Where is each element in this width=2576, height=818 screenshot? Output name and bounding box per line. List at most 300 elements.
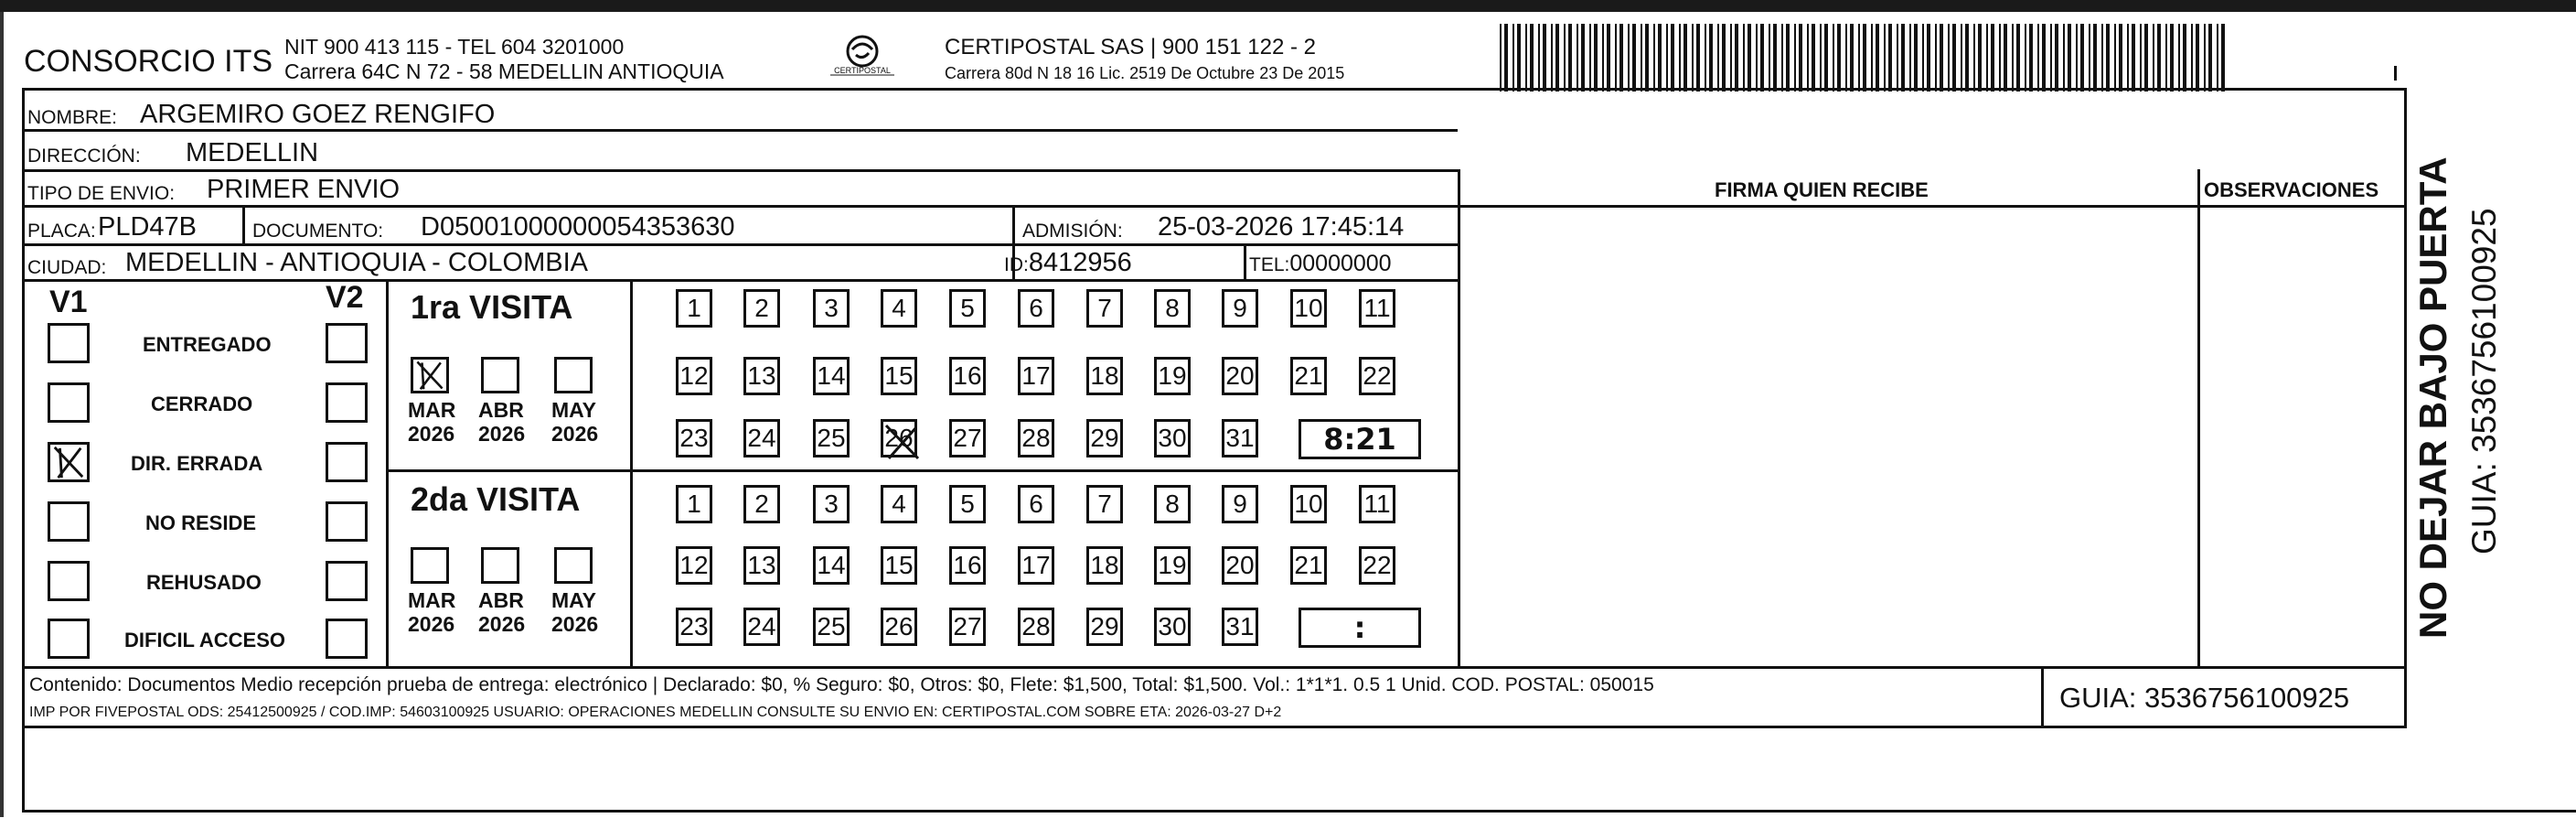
barcode-bar [2050, 24, 2052, 91]
barcode-bar [1709, 24, 1713, 91]
day-number: 21 [1294, 551, 1323, 579]
day-cell[interactable] [949, 419, 986, 457]
barcode-bar [2012, 24, 2014, 91]
v1-checkbox[interactable] [48, 382, 90, 423]
barcode-bar [1769, 24, 1770, 91]
status-label: REHUSADO [146, 571, 262, 594]
day-cell[interactable] [813, 419, 850, 457]
day-number: 25 [817, 424, 846, 452]
day-number: 26 [884, 612, 914, 640]
barcode-bar [1525, 24, 1527, 91]
visit-time-field[interactable]: 8:21 [1299, 419, 1421, 459]
day-cell[interactable] [676, 485, 712, 523]
month-label: MAY [551, 398, 596, 422]
barcode-bar [1935, 24, 1937, 91]
barcode-bar [2196, 24, 2199, 91]
day-cell[interactable] [813, 485, 850, 523]
day-cell[interactable] [1154, 289, 1191, 328]
logo-caption: CERTIPOSTAL [834, 66, 891, 75]
side-warning: NO DEJAR BAJO PUERTA [2411, 156, 2454, 639]
side-guia: GUIA: 3536756100925 [2465, 208, 2503, 554]
day-number: 20 [1225, 361, 1255, 390]
day-cell[interactable] [743, 608, 780, 646]
barcode-bar [2016, 24, 2020, 91]
barcode-bar [2063, 24, 2065, 91]
day-cell[interactable] [1086, 289, 1123, 328]
day-cell[interactable] [881, 546, 917, 585]
row-divider [22, 205, 2407, 208]
day-cell[interactable] [813, 608, 850, 646]
day-number: 26 [884, 424, 914, 452]
day-cell[interactable] [743, 289, 780, 328]
barcode-bar [1986, 24, 1988, 91]
status-label: DIR. ERRADA [131, 452, 263, 475]
day-number: 9 [1233, 294, 1247, 322]
day-number: 11 [1363, 294, 1391, 322]
barcode-bar [2119, 24, 2122, 91]
v2-checkbox[interactable] [326, 382, 368, 423]
barcode-bar [1555, 24, 1559, 91]
day-number: 2 [754, 294, 769, 322]
day-cell[interactable] [1018, 357, 1054, 395]
day-cell[interactable] [1154, 608, 1191, 646]
barcode-bar [1658, 24, 1662, 91]
v1-checkbox[interactable] [48, 561, 90, 601]
barcode [1498, 24, 2229, 91]
day-cell[interactable] [676, 419, 712, 457]
admision-label: ADMISIÓN: [1022, 221, 1123, 242]
first-visit-title: 1ra VISITA [411, 288, 573, 326]
scan-mark [2394, 66, 2397, 81]
barcode-bar [1679, 24, 1681, 91]
month-label: MAY [551, 588, 596, 612]
barcode-bar [1940, 24, 1943, 91]
barcode-bar [1696, 24, 1700, 91]
day-cell[interactable] [1222, 419, 1258, 457]
year-label: 2026 [551, 422, 599, 446]
barcode-bar [2144, 24, 2148, 91]
v1-checkbox[interactable] [48, 442, 90, 482]
day-cell[interactable] [1290, 485, 1327, 523]
day-number: 17 [1021, 361, 1051, 390]
barcode-bar [2127, 24, 2129, 91]
barcode-bar [1991, 24, 1994, 91]
day-number: 23 [679, 424, 709, 452]
v1-label: V1 [49, 285, 88, 319]
day-cell[interactable] [1086, 608, 1123, 646]
status-label: CERRADO [151, 393, 253, 415]
observaciones-label: OBSERVACIONES [2204, 178, 2379, 201]
day-cell[interactable] [743, 357, 780, 395]
barcode-bar [1812, 24, 1815, 91]
day-cell[interactable] [1290, 289, 1327, 328]
day-cell[interactable] [1018, 485, 1054, 523]
day-number: 24 [747, 612, 776, 640]
day-cell[interactable] [1222, 289, 1258, 328]
barcode-bar [2191, 24, 2193, 91]
month-label: MAR [408, 398, 456, 422]
barcode-bar [2221, 24, 2225, 91]
day-number: 22 [1363, 551, 1392, 579]
year-label: 2026 [408, 422, 455, 446]
nombre-value: ARGEMIRO GOEZ RENGIFO [140, 100, 496, 129]
day-number: 7 [1097, 490, 1112, 518]
courier-line: CERTIPOSTAL SAS | 900 151 122 - 2 [945, 35, 1316, 59]
year-label: 2026 [408, 612, 455, 636]
day-cell[interactable] [949, 608, 986, 646]
barcode-bar [1909, 24, 1911, 91]
day-number: 19 [1158, 551, 1187, 579]
day-number: 28 [1021, 424, 1051, 452]
v1-checkbox[interactable] [48, 619, 90, 659]
day-number: 16 [953, 551, 982, 579]
day-cell[interactable] [1086, 419, 1123, 457]
barcode-bar [1653, 24, 1655, 91]
direccion-value: MEDELLIN [186, 138, 319, 167]
barcode-bar [1837, 24, 1841, 91]
contenido-line: Contenido: Documentos Medio recepción prueba de entrega: electrónico | Declarado: $0, % Seguro: $0, Otros: $0, Flete: $1,500, Total: $1,500. Vol.: 1*1*1. 0.5 1 Unid. COD. POSTAL: 050015 [29, 674, 1654, 695]
barcode-bar [1820, 24, 1822, 91]
barcode-bar [2080, 24, 2084, 91]
visit-divider [386, 469, 1458, 472]
barcode-bar [2208, 24, 2212, 91]
barcode-bar [1807, 24, 1809, 91]
tipo-envio-label: TIPO DE ENVIO: [27, 183, 176, 204]
barcode-bar [1512, 24, 1514, 91]
day-cell[interactable] [813, 546, 850, 585]
barcode-bar [2132, 24, 2135, 91]
day-cell[interactable] [1018, 546, 1054, 585]
barcode-bar [2140, 24, 2142, 91]
barcode-bar [1927, 24, 1930, 91]
scan-left-border [0, 12, 4, 817]
day-cell[interactable] [949, 485, 986, 523]
month-checkbox-may[interactable] [554, 357, 593, 393]
barcode-bar [1743, 24, 1745, 91]
address-line: Carrera 64C N 72 - 58 MEDELLIN ANTIOQUIA [284, 59, 724, 83]
year-label: 2026 [478, 422, 526, 446]
barcode-bar [2114, 24, 2116, 91]
day-cell[interactable] [1222, 485, 1258, 523]
status-label: NO RESIDE [145, 511, 257, 534]
barcode-bar [2076, 24, 2078, 91]
barcode-bar [1888, 24, 1892, 91]
month-checkbox-mar[interactable] [411, 547, 449, 584]
day-cell[interactable] [881, 289, 917, 328]
day-number: 30 [1158, 424, 1187, 452]
day-number: 3 [824, 490, 839, 518]
day-number: 13 [747, 551, 776, 579]
v2-checkbox[interactable] [326, 561, 368, 601]
day-number: 31 [1225, 424, 1255, 452]
barcode-bar [1948, 24, 1950, 91]
day-number: 31 [1225, 612, 1255, 640]
day-number: 1 [687, 294, 701, 322]
day-cell[interactable] [949, 357, 986, 395]
day-cell[interactable] [949, 289, 986, 328]
barcode-bar [2042, 24, 2046, 91]
barcode-bar [1799, 24, 1802, 91]
row-divider [22, 169, 1458, 172]
barcode-bar [1756, 24, 1758, 91]
barcode-bar [1786, 24, 1790, 91]
barcode-bar [2037, 24, 2039, 91]
day-number: 8 [1165, 490, 1180, 518]
barcode-bar [1581, 24, 1585, 91]
day-cell[interactable] [1086, 485, 1123, 523]
barcode-bar [1922, 24, 1924, 91]
day-cell[interactable] [1154, 546, 1191, 585]
year-label: 2026 [551, 612, 599, 636]
month-label: ABR [478, 398, 524, 422]
day-cell[interactable] [881, 419, 917, 457]
barcode-bar [2093, 24, 2097, 91]
day-number: 28 [1021, 612, 1051, 640]
day-cell[interactable] [1222, 546, 1258, 585]
day-cell[interactable] [1222, 357, 1258, 395]
row-divider [22, 243, 1458, 246]
barcode-bar [1666, 24, 1668, 91]
barcode-bar [1781, 24, 1783, 91]
direccion-label: DIRECCIÓN: [27, 145, 141, 167]
firma-label: FIRMA QUIEN RECIBE [1715, 178, 1929, 201]
barcode-bar [1884, 24, 1886, 91]
day-number: 13 [747, 361, 776, 390]
day-number: 5 [960, 490, 975, 518]
barcode-bar [1594, 24, 1598, 91]
barcode-bar [1735, 24, 1738, 91]
barcode-bar [1538, 24, 1540, 91]
day-number: 29 [1090, 424, 1119, 452]
day-number: 27 [953, 424, 982, 452]
col-divider [242, 205, 245, 243]
day-number: 25 [817, 612, 846, 640]
barcode-bar [1705, 24, 1706, 91]
barcode-bar [2025, 24, 2026, 91]
barcode-bar [1602, 24, 1604, 91]
v2-checkbox[interactable] [326, 501, 368, 542]
barcode-bar [1850, 24, 1854, 91]
col-divider [2197, 169, 2200, 666]
barcode-bar [1952, 24, 1956, 91]
barcode-bar [1589, 24, 1591, 91]
barcode-bar [1824, 24, 1828, 91]
barcode-bar [1671, 24, 1674, 91]
month-checkbox-mar[interactable] [411, 357, 449, 393]
barcode-bar [2204, 24, 2206, 91]
col-divider [2041, 666, 2044, 728]
tel-field [1249, 253, 1392, 275]
month-label: ABR [478, 588, 524, 612]
barcode-bar [1607, 24, 1610, 91]
day-cross-mark [883, 422, 920, 460]
col-divider [1458, 169, 1460, 666]
documento-value: D05001000000054353630 [421, 212, 735, 242]
barcode-bar [2217, 24, 2218, 91]
barcode-bar [1901, 24, 1905, 91]
barcode-bar [2157, 24, 2161, 91]
barcode-bar [1577, 24, 1578, 91]
barcode-bar [1897, 24, 1898, 91]
day-number: 15 [884, 361, 914, 390]
lower-margin-frame [22, 728, 2576, 813]
day-cell[interactable] [949, 546, 986, 585]
day-cell[interactable] [1290, 357, 1327, 395]
barcode-bar [1978, 24, 1982, 91]
day-number: 4 [892, 294, 906, 322]
barcode-bar [1628, 24, 1630, 91]
day-cell[interactable] [676, 608, 712, 646]
day-cell[interactable] [1359, 289, 1395, 328]
day-cell[interactable] [1018, 608, 1054, 646]
col-divider [386, 279, 389, 666]
certipostal-logo [821, 33, 903, 84]
day-cell[interactable] [743, 546, 780, 585]
day-number: 12 [679, 551, 709, 579]
barcode-bar [1748, 24, 1751, 91]
tipo-envio-value: PRIMER ENVIO [207, 175, 401, 204]
day-cell[interactable] [881, 485, 917, 523]
day-cell[interactable] [1359, 546, 1395, 585]
day-number: 3 [824, 294, 839, 322]
v1-checkbox[interactable] [48, 323, 90, 363]
barcode-bar [2178, 24, 2180, 91]
day-number: 14 [817, 361, 846, 390]
barcode-bar [1645, 24, 1649, 91]
day-number: 20 [1225, 551, 1255, 579]
day-cell[interactable] [1290, 546, 1327, 585]
v2-label: V2 [326, 280, 364, 315]
placa-label: PLACA: [27, 221, 96, 242]
barcode-bar [1794, 24, 1796, 91]
v2-checkbox[interactable] [326, 323, 368, 363]
day-number: 23 [679, 612, 709, 640]
placa-value: PLD47B [98, 212, 198, 242]
day-cell[interactable] [1359, 357, 1395, 395]
admision-value: 25-03-2026 17:45:14 [1158, 212, 1405, 242]
day-number: 8 [1165, 294, 1180, 322]
barcode-bar [1717, 24, 1719, 91]
day-cell[interactable] [1018, 419, 1054, 457]
month-checkbox-may[interactable] [554, 547, 593, 584]
day-number: 6 [1029, 490, 1043, 518]
row-divider [22, 666, 2407, 669]
day-number: 18 [1090, 551, 1119, 579]
barcode-bar [2089, 24, 2090, 91]
day-number: 15 [884, 551, 914, 579]
barcode-bar [1564, 24, 1566, 91]
guia-box: GUIA: 3536756100925 [2059, 682, 2350, 714]
documento-label: DOCUMENTO: [252, 221, 384, 242]
day-number: 19 [1158, 361, 1187, 390]
barcode-bar [1517, 24, 1521, 91]
day-cell[interactable] [1018, 289, 1054, 328]
day-number: 9 [1233, 490, 1247, 518]
day-cell[interactable] [676, 546, 712, 585]
barcode-bar [1871, 24, 1873, 91]
barcode-bar [1760, 24, 1764, 91]
visit-time-field[interactable]: : [1299, 608, 1421, 648]
day-cell[interactable] [1154, 357, 1191, 395]
barcode-bar [1641, 24, 1642, 91]
month-checkbox-abr[interactable] [481, 357, 519, 393]
month-label: MAR [408, 588, 456, 612]
day-number: 1 [687, 490, 701, 518]
v2-checkbox[interactable] [326, 442, 368, 482]
barcode-bar [1500, 24, 1502, 91]
day-cell[interactable] [813, 289, 850, 328]
barcode-bar [1543, 24, 1546, 91]
day-number: 7 [1097, 294, 1112, 322]
barcode-bar [2183, 24, 2186, 91]
v2-checkbox[interactable] [326, 619, 368, 659]
barcode-bar [2106, 24, 2110, 91]
day-cell[interactable] [1154, 419, 1191, 457]
day-number: 17 [1021, 551, 1051, 579]
status-label: ENTREGADO [143, 333, 272, 356]
barcode-bar [1619, 24, 1623, 91]
day-number: 16 [953, 361, 982, 390]
barcode-bar [1615, 24, 1617, 91]
barcode-bar [1683, 24, 1687, 91]
barcode-bar [1551, 24, 1553, 91]
day-number: 12 [679, 361, 709, 390]
barcode-bar [1722, 24, 1726, 91]
ciudad-value: MEDELLIN - ANTIOQUIA - COLOMBIA [125, 248, 588, 277]
day-cell[interactable] [1086, 546, 1123, 585]
day-number: 2 [754, 490, 769, 518]
day-cell[interactable] [1359, 485, 1395, 523]
barcode-bar [1504, 24, 1508, 91]
day-cell[interactable] [676, 289, 712, 328]
day-number: 6 [1029, 294, 1043, 322]
nombre-label: NOMBRE: [27, 107, 118, 128]
barcode-bar [1858, 24, 1860, 91]
day-number: 11 [1363, 490, 1391, 518]
barcode-bar [1973, 24, 1975, 91]
barcode-bar [1863, 24, 1866, 91]
day-cell[interactable] [743, 419, 780, 457]
day-cell[interactable] [881, 357, 917, 395]
barcode-bar [1876, 24, 1879, 91]
barcode-bar [1965, 24, 1969, 91]
row-divider [22, 279, 1458, 282]
barcode-bar [2153, 24, 2154, 91]
day-cell[interactable] [1086, 357, 1123, 395]
day-cell[interactable] [881, 608, 917, 646]
day-number: 24 [747, 424, 776, 452]
month-checkbox-abr[interactable] [481, 547, 519, 584]
day-cell[interactable] [743, 485, 780, 523]
col-divider [630, 279, 633, 666]
barcode-bar [2029, 24, 2033, 91]
day-cell[interactable] [813, 357, 850, 395]
license-line: Carrera 80d N 18 16 Lic. 2519 De Octubre 23 De 2015 [945, 64, 1345, 82]
day-cell[interactable] [676, 357, 712, 395]
id-value: 8412956 [1028, 248, 1132, 277]
scan-top-border [0, 0, 2576, 12]
id-field [1004, 250, 1132, 276]
day-cell[interactable] [1154, 485, 1191, 523]
barcode-bar [2068, 24, 2071, 91]
day-cell[interactable] [1222, 608, 1258, 646]
day-number: 27 [953, 612, 982, 640]
day-number: 18 [1090, 361, 1119, 390]
barcode-bar [2004, 24, 2007, 91]
day-number: 21 [1294, 361, 1323, 390]
company-name: CONSORCIO ITS [24, 44, 273, 79]
v1-checkbox[interactable] [48, 501, 90, 542]
